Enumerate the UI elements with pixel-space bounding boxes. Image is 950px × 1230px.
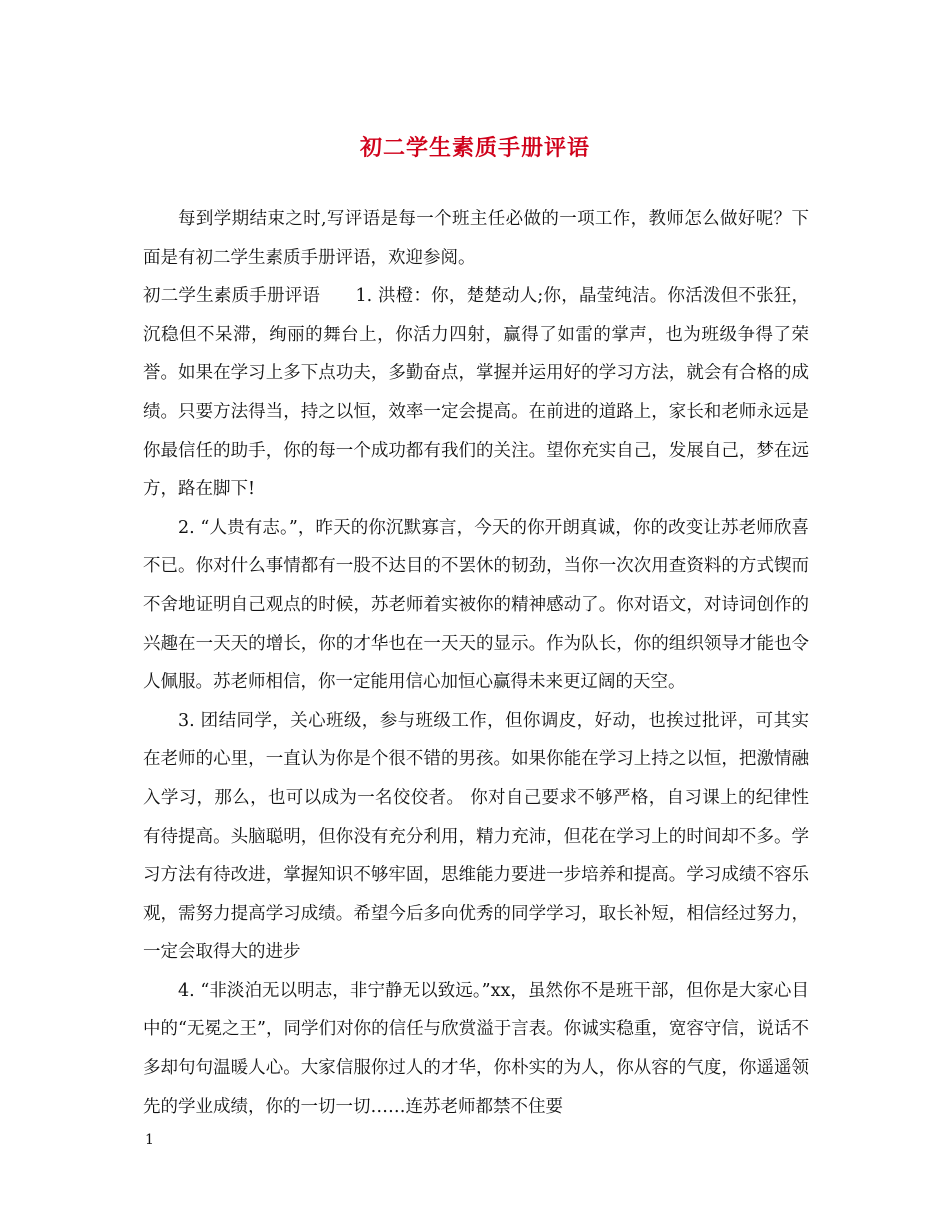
comment-paragraph-3: 3. 团结同学，关心班级，参与班级工作，但你调皮，好动，也挨过批评，可其实在老师的心里，一直认为你是个很不错的男孩。如果你能在学习上持之以恒，把激情融入学习，那么，也可以成为一名佼佼者。 你对自己要求不够严格，自习课上的纪律性有待提高。头脑聪明，但你没有充分利用，精力充沛，但花在学习上的时间却不多。学习方法有待改进，掌握知识不够牢固，思维能力要进一步培养和提高。学习成绩不容乐观，需努力提高学习成绩。希望今后多向优秀的同学学习，取长补短，相信经过努力，一定会取得大的进步: [143, 710, 809, 963]
comment-paragraph-1: 初二学生素质手册评语 1. 洪橙：你，楚楚动人;你，晶莹纯洁。你活泼但不张狂，沉稳但不呆滞，绚丽的舞台上，你活力四射，赢得了如雷的掌声，也为班级争得了荣誉。如果在学习上多下点功夫，多勤奋点，掌握并运用好的学习方法，就会有合格的成绩。只要方法得当，持之以恒，效率一定会提高。在前进的道路上，家长和老师永远是你最信任的助手，你的每一个成功都有我们的关注。望你充实自己，发展自己，梦在远方，路在脚下!: [143, 286, 809, 500]
document-title: 初二学生素质手册评语: [359, 135, 590, 161]
intro-paragraph: 每到学期结束之时,写评语是每一个班主任必做的一项工作，教师怎么做好呢？下面是有初二学生素质手册评语，欢迎参阅。: [143, 209, 809, 268]
document-body: [143, 200, 809, 1126]
comment-paragraph-4: 4. “非淡泊无以明志，非宁静无以致远。”xx，虽然你不是班干部，但你是大家心目中的“无冕之王”，同学们对你的信任与欣赏溢于言表。你诚实稳重，宽容守信，说话不多却句句温暖人心。大家信服你过人的才华，你朴实的为人，你从容的气度，你遥遥领先的学业成绩，你的一切一切……连苏老师都禁不住要: [143, 980, 809, 1117]
comment-paragraph-2: 2. “人贵有志。”，昨天的你沉默寡言，今天的你开朗真诚，你的改变让苏老师欣喜不已。你对什么事情都有一股不达目的不罢休的韧劲，当你一次次用查资料的方式锲而不舍地证明自己观点的时候，苏老师着实被你的精神感动了。你对语文，对诗词创作的兴趣在一天天的增长，你的才华也在一天天的显示。作为队长，你的组织领导才能也令人佩服。苏老师相信，你一定能用信心加恒心赢得未来更辽阔的天空。: [143, 517, 809, 693]
page-number: 1: [145, 1132, 154, 1148]
